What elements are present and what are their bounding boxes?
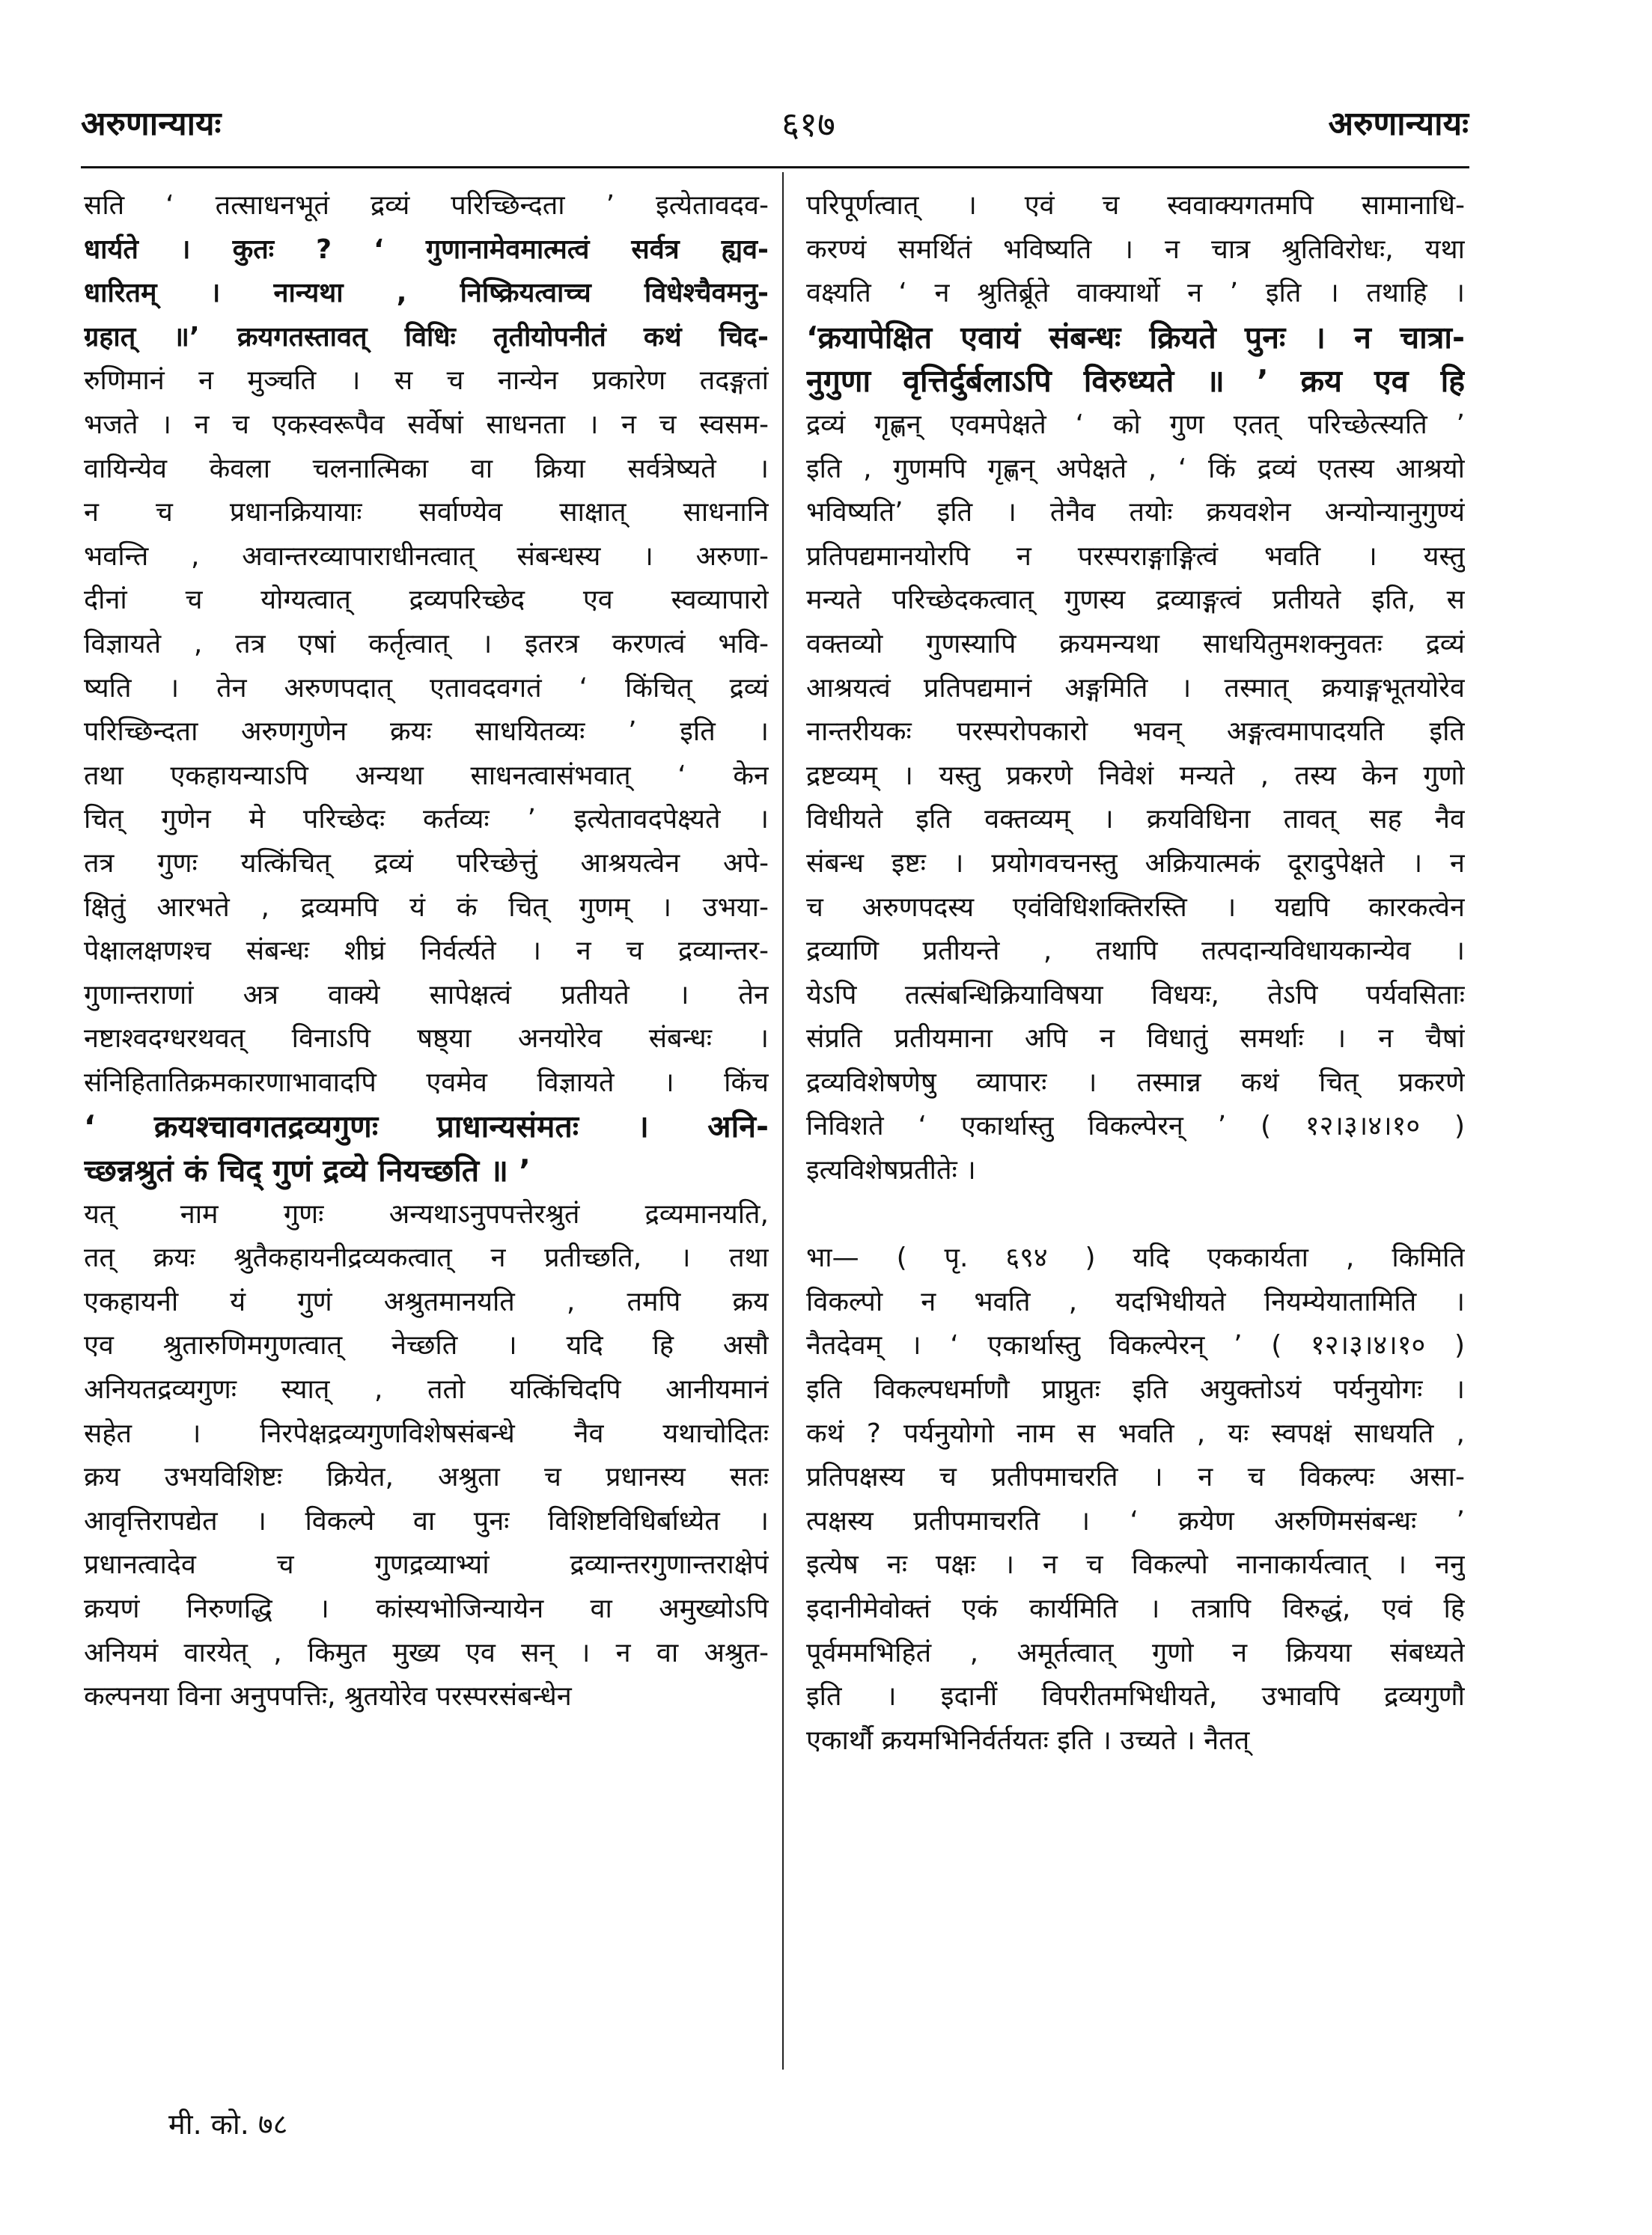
- text-line: पेक्षालक्षणश्च संबन्धः शीघ्रं निर्वर्त्यते । न च द्रव्यान्तर-: [84, 936, 769, 967]
- text-line: परिपूर्णत्वात् । एवं च स्ववाक्यगतमपि सामानाधि-: [806, 190, 1465, 221]
- text-line: नुगुणा वृत्तिर्दुर्बलाऽपि विरुध्यते ॥ ’ क्रय एव हि: [806, 363, 1465, 400]
- text-line: वायिन्येव केवला चलनात्मिका वा क्रिया सर्वत्रेष्यते ।: [84, 453, 769, 484]
- text-line: विकल्पो न भवति , यदभिधीयते नियम्येयातामिति ।: [806, 1286, 1465, 1317]
- text-line: नष्टाश्वदग्धरथवत् विनाऽपि षष्ठ्या अनयोरेव संबन्धः ।: [84, 1023, 769, 1055]
- text-line: एकार्थौ क्रयमभिनिर्वर्तयतः इति । उच्यते । नैतत्: [806, 1725, 1250, 1756]
- text-line: वक्ष्यति ‘ न श्रुतिर्ब्रूते वाक्यार्थो न ’ इति । तथाहि ।: [806, 278, 1465, 309]
- text-line: त्पक्षस्य प्रतीपमाचरति । ‘ क्रयेण अरुणिमसंबन्धः ’: [806, 1505, 1465, 1537]
- text-line: तत्र गुणः यत्किंचित् द्रव्यं परिच्छेत्तुं आश्रयत्वेन अपे-: [84, 847, 769, 879]
- text-line: तत् क्रयः श्रुतैकहायनीद्रव्यकत्वात् न प्रतीच्छति, । तथा: [84, 1242, 769, 1274]
- text-line: इत्येष नः पक्षः । न च विकल्पो नानाकार्यत्वात् । ननु: [806, 1549, 1465, 1581]
- text-line: नैतदेवम् । ‘ एकार्थास्तु विकल्पेरन् ’ ( १२।३।४।१० ): [806, 1330, 1465, 1362]
- text-line: भविष्यति’ इति । तेनैव तयोः क्रयवशेन अन्योन्यानुगुण्यं: [806, 497, 1465, 528]
- text-line: कल्पनया विना अनुपपत्तिः, श्रुतयोरेव परस्परसंबन्धेन: [84, 1681, 572, 1713]
- text-line: न च प्रधानक्रियायाः सर्वाण्येव साक्षात् साधनानि: [84, 497, 769, 528]
- text-line: पूर्वममभिहितं , अमूर्तत्वात् गुणो न क्रियया संबध्यते: [806, 1637, 1465, 1668]
- signature-mark: मी. को. ७८: [168, 2108, 288, 2141]
- text-line: यत् नाम गुणः अन्यथाऽनुपपत्तेरश्रुतं द्रव्यमानयति,: [84, 1198, 769, 1230]
- page-number: ६१७: [781, 104, 835, 144]
- text-line: विधीयते इति वक्तव्यम् । क्रयविधिना तावत् सह नैव: [806, 804, 1465, 835]
- text-line: आश्रयत्वं प्रतिपद्यमानं अङ्गमिति । तस्मात् क्रयाङ्गभूतयोरेव: [806, 672, 1465, 704]
- text-line: रुणिमानं न मुञ्चति । स च नान्येन प्रकारेण तदङ्गतां: [84, 365, 769, 397]
- text-line: तथा एकहायन्याऽपि अन्यथा साधनत्वासंभवात् ‘ केन: [84, 760, 769, 791]
- text-line: करण्यं समर्थितं भविष्यति । न चात्र श्रुतिविरोधः, यथा: [806, 234, 1465, 265]
- text-line: ग्रहात् ॥’ क्रयगतस्तावत् विधिः तृतीयोपनीतं कथं चिद-: [84, 321, 769, 353]
- left-column: [84, 184, 769, 1719]
- text-line: इति । इदानीं विपरीतमभिधीयते, उभावपि द्रव्यगुणौ: [806, 1681, 1465, 1713]
- text-line: आवृत्तिरापद्येत । विकल्पे वा पुनः विशिष्टविधिर्बाध्येत ।: [84, 1505, 769, 1537]
- text-line: अनियतद्रव्यगुणः स्यात् , ततो यत्किंचिदपि आनीयमानं: [84, 1374, 769, 1406]
- right-column: [806, 184, 1465, 1763]
- text-line: गुणान्तराणां अत्र वाक्ये सापेक्षत्वं प्रतीयते । तेन: [84, 979, 769, 1010]
- text-line: अनियमं वारयेत् , किमुत मुख्य एव सन् । न वा अश्रुत-: [84, 1637, 769, 1668]
- paragraph-gap: [806, 1193, 1465, 1237]
- text-line: परिच्छिन्दता अरुणगुणेन क्रयः साधयितव्यः ’ इति ।: [84, 716, 769, 748]
- text-line: नान्तरीयकः परस्परोपकारो भवन् अङ्गत्वमापादयति इति: [806, 716, 1465, 748]
- text-line: भा— ( पृ. ६९४ ) यदि एककार्यता , किमिति: [806, 1242, 1465, 1274]
- text-line: प्रधानत्वादेव च गुणद्रव्याभ्यां द्रव्यान्तरगुणान्तराक्षेपं: [84, 1549, 769, 1581]
- text-line: क्षितुं आरभते , द्रव्यमपि यं कं चित् गुणम् । उभया-: [84, 891, 769, 923]
- text-line: संबन्ध इष्टः । प्रयोगवचनस्तु अक्रियात्मकं दूरादुपेक्षते । न: [806, 847, 1465, 879]
- text-line: भजते । न च एकस्वरूपैव सर्वेषां साधनता । न च स्वसम-: [84, 409, 769, 440]
- text-line: इत्यविशेषप्रतीतेः ।: [806, 1155, 976, 1186]
- text-line: कथं ? पर्यनुयोगो नाम स भवति , यः स्वपक्षं साधयति ,: [806, 1418, 1465, 1449]
- running-head-right: अरुणान्यायः: [1328, 105, 1469, 143]
- text-line: सहेत । निरपेक्षद्रव्यगुणविशेषसंबन्धे नैव यथाचोदितः: [84, 1418, 769, 1449]
- text-line: ‘ क्रयश्चावगतद्रव्यगुणः प्राधान्यसंमतः । अनि-: [84, 1109, 769, 1145]
- text-line: द्रव्याणि प्रतीयन्ते , तथापि तत्पदान्यविधायकान्येव ।: [806, 936, 1465, 967]
- text-line: सति ‘ तत्साधनभूतं द्रव्यं परिच्छिन्दता ’ इत्येतावदव-: [84, 190, 769, 221]
- text-line: एव श्रुतारुणिमगुणत्वात् नेच्छति । यदि हि असौ: [84, 1330, 769, 1362]
- text-line: धारितम् । नान्यथा , निष्क्रियत्वाच्च विधेश्चैवमनु-: [84, 278, 769, 309]
- text-line: ष्यति । तेन अरुणपदात् एतावदवगतं ‘ किंचित् द्रव्यं: [84, 672, 769, 704]
- text-line: एकहायनी यं गुणं अश्रुतमानयति , तमपि क्रय: [84, 1286, 769, 1317]
- text-line: येऽपि तत्संबन्धिक्रियाविषया विधयः, तेऽपि पर्यवसिताः: [806, 979, 1465, 1010]
- text-line: इदानीमेवोक्तं एकं कार्यमिति । तत्रापि विरुद्धं, एवं हि: [806, 1594, 1465, 1624]
- text-line: विज्ञायते , तत्र एषां कर्तृत्वात् । इतरत्र करणत्वं भवि-: [84, 628, 769, 659]
- text-line: भवन्ति , अवान्तरव्यापाराधीनत्वात् संबन्धस्य । अरुणा-: [84, 540, 769, 572]
- text-line: द्रष्टव्यम् । यस्तु प्रकरणे निवेशं मन्यते , तस्य केन गुणो: [806, 760, 1465, 791]
- text-line: प्रतिपद्यमानयोरपि न परस्पराङ्गाङ्गित्वं भवति । यस्तु: [806, 540, 1465, 572]
- text-line: ‘क्रयापेक्षित एवायं संबन्धः क्रियते पुनः । न चात्रा-: [806, 319, 1465, 356]
- text-line: क्रयणं निरुणद्धि । कांस्यभोजिन्यायेन वा अमुख्योऽपि: [84, 1594, 769, 1624]
- text-line: द्रव्यं गृह्णन् एवमपेक्षते ‘ को गुण एतत् परिच्छेत्स्यति ’: [806, 409, 1465, 440]
- text-line: च्छन्नश्रुतं कं चिद् गुणं द्रव्ये नियच्छति ॥ ’: [84, 1153, 531, 1189]
- text-line: द्रव्यविशेषणेषु व्यापारः । तस्मान्न कथं चित् प्रकरणे: [806, 1067, 1465, 1098]
- text-line: इति , गुणमपि गृह्णन् अपेक्षते , ‘ किं द्रव्यं एतस्य आश्रयो: [806, 453, 1465, 484]
- text-line: संप्रति प्रतीयमाना अपि न विधातुं समर्थाः । न चैषां: [806, 1023, 1465, 1055]
- text-line: वक्तव्यो गुणस्यापि क्रयमन्यथा साधयितुमशक्नुवतः द्रव्यं: [806, 628, 1465, 659]
- text-line: च अरुणपदस्य एवंविधिशक्तिरस्ति । यद्यपि कारकत्वेन: [806, 891, 1465, 923]
- text-line: चित् गुणेन मे परिच्छेदः कर्तव्यः ’ इत्येतावदपेक्ष्यते ।: [84, 804, 769, 835]
- header-rule: [81, 166, 1469, 168]
- text-line: इति विकल्पधर्माणौ प्राप्नुतः इति अयुक्तोऽयं पर्यनुयोगः ।: [806, 1374, 1465, 1406]
- running-head-left: अरुणान्यायः: [81, 105, 222, 143]
- text-line: मन्यते परिच्छेदकत्वात् गुणस्य द्रव्याङ्गत्वं प्रतीयते इति, स: [806, 585, 1465, 616]
- text-line: निविशते ‘ एकार्थास्तु विकल्पेरन् ’ ( १२।३।४।१० ): [806, 1111, 1465, 1142]
- text-line: प्रतिपक्षस्य च प्रतीपमाचरति । न च विकल्पः असा-: [806, 1462, 1465, 1493]
- text-line: संनिहितातिक्रमकारणाभावादपि एवमेव विज्ञायते । किंच: [84, 1067, 769, 1098]
- text-line: धार्यते । कुतः ? ‘ गुणानामेवमात्मत्वं सर्वत्र ह्यव-: [84, 234, 769, 265]
- column-divider: [782, 172, 784, 2070]
- text-line: क्रय उभयविशिष्टः क्रियेत, अश्रुता च प्रधानस्य सतः: [84, 1462, 769, 1493]
- text-line: दीनां च योग्यत्वात् द्रव्यपरिच्छेद एव स्वव्यापारो: [84, 585, 769, 616]
